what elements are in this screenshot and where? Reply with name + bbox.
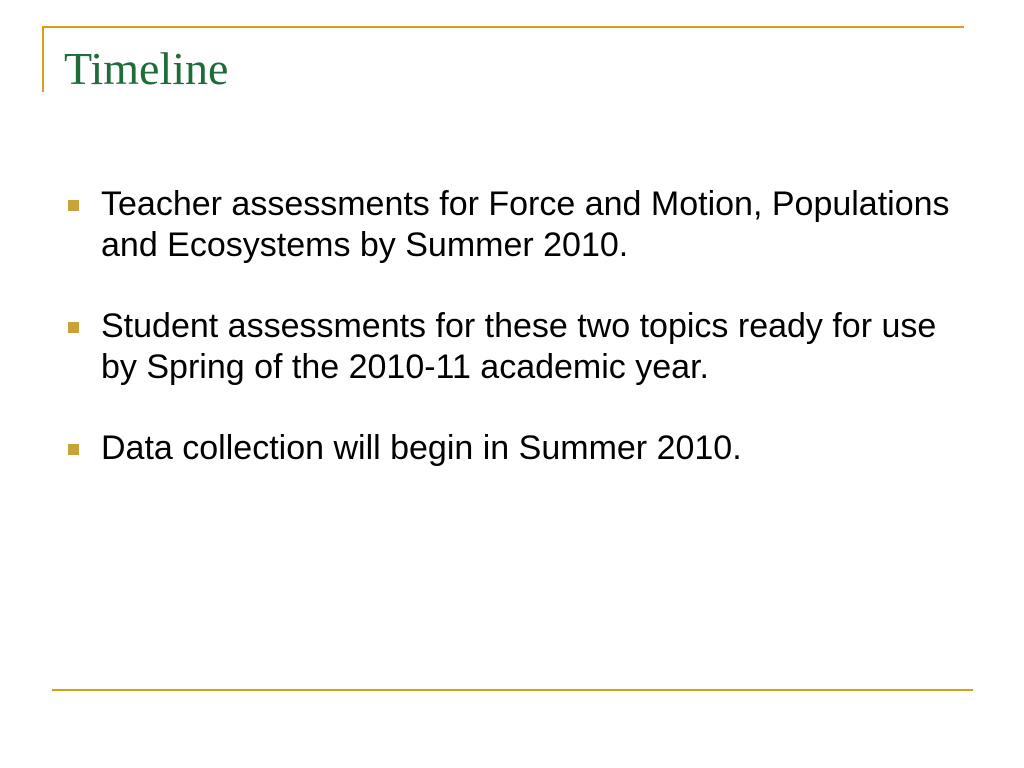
bullet-item-teacher-assessments [64,184,964,266]
top-divider-line [42,26,964,28]
left-accent-line [42,26,44,92]
bullet-list [64,184,964,509]
square-bullet-icon [68,200,79,211]
bullet-item-data-collection [64,428,964,469]
bullet-text: Data collection will begin in Summer 2010. [101,429,742,467]
bullet-text: Student assessments for these two topics ready for use by Spring of the 2010-11 academic year. [101,307,937,386]
bullet-text: Teacher assessments for Force and Motion, Populations and Ecosystems by Summer 2010. [101,185,950,264]
bottom-divider-line [52,689,973,691]
square-bullet-icon [68,322,79,333]
slide-title: Timeline [64,43,229,94]
square-bullet-icon [68,444,79,455]
bullet-item-student-assessments [64,306,964,388]
